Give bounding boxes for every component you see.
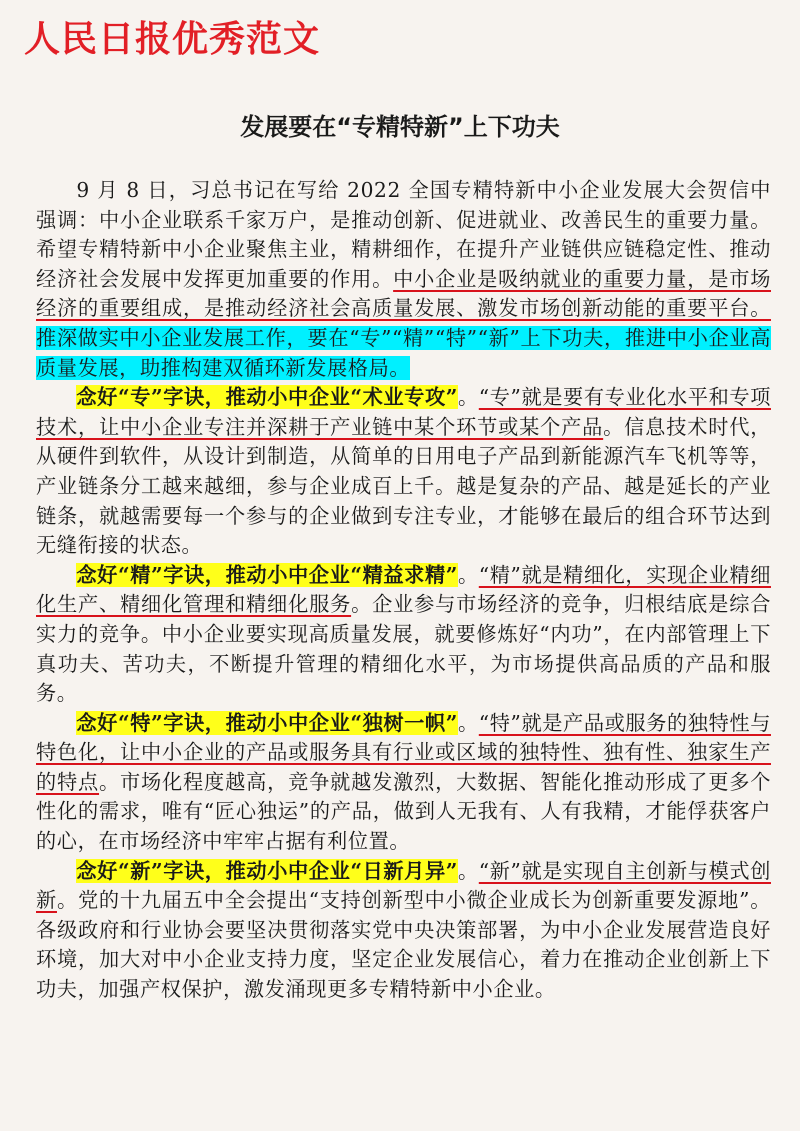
paragraph-5 [36, 857, 771, 1005]
p5-text: 。党的十九届五中全会提出“支持创新型中小微企业成长为创新重要发源地”。各级政府和行业协会要坚决贯彻落实党中央决策部署，为中小企业发展营造良好环境，加大对中小企业支持力度，坚定企业发展信心，着力在推动企业创新上下功夫，加强产权保护，激发涌现更多专精特新中小企业。 [36, 888, 771, 1002]
p3-text: 。企业参与市场经济的竞争，归根结底是综合实力的竞争。中小企业要实现高质量发展，就要修炼好“内功”，在内部管理上下真功夫、苦功夫，不断提升管理的精细化水平，为市场提供高品质的产品和服务。 [36, 592, 771, 706]
p1-cyan-highlight: 推深做实中小企业发展工作，要在“专”“精”“特”“新”上下功夫，推进中小企业高质量发展，助推构建双循环新发展格局。 [36, 325, 771, 380]
article-body [36, 176, 771, 1005]
p4-underlined-text: “特”就是产品或服务的独特性与特色化，让中小企业的产品或服务具有行业或区域的独特性、独有性、独家生产的特点 [36, 710, 771, 794]
paragraph-2 [36, 383, 771, 561]
paragraph-4 [36, 709, 771, 857]
p4-heading-highlight: 念好“特”字诀，推动小中企业“独树一帜” [76, 710, 458, 735]
article-title: 发展要在“专精特新”上下功夫 [240, 113, 560, 141]
p1-underlined-text: 中小企业是吸纳就业的重要力量，是市场经济的重要组成，是推动经济社会高质量发展、激发市场创新动能的重要平台。 [36, 266, 771, 321]
p2-text: 。信息技术时代，从硬件到软件，从设计到制造，从简单的日用电子产品到新能源汽车飞机等等，产业链条分工越来越细，参与企业成百上千。越是复杂的产品、越是延长的产业链条，就越需要每一个参与的企业做到专注专业，才能够在最后的组合环节达到无缝衔接的状态。 [36, 414, 772, 558]
p2-sep: 。 [457, 385, 479, 410]
p5-underlined-text: “新”就是实现自主创新与模式创新 [36, 858, 771, 913]
p2-heading-highlight: 念好“专”字诀，推动小中企业“术业专攻” [76, 385, 458, 410]
p4-text: 。市场化程度越高，竞争就越发激烈，大数据、智能化推动形成了更多个性化的需求，唯有“匠心独运”的产品，做到人无我有、人有我精，才能俘获客户的心，在市场经济中牢牢占据有利位置。 [36, 769, 771, 854]
p4-sep: 。 [457, 710, 479, 735]
p3-sep: 。 [457, 562, 479, 587]
p3-heading-highlight: 念好“精”字诀，推动小中企业“精益求精” [76, 562, 458, 587]
p1-intro-text: 9 月 8 日，习总书记在写给 2022 全国专精特新中小企业发展大会贺信中强调：中小企业联系千家万户，是推动创新、促进就业、改善民生的重要力量。希望专精特新中小企业聚焦主业，精耕细作，在提升产业链供应链稳定性、推动经济社会发展中发挥更加重要的作用。 [36, 178, 771, 291]
p2-underlined-text: “专”就是要有专业化水平和专项技术，让中小企业专注并深耕于产业链中某个环节或某个产品 [36, 385, 771, 439]
paragraph-3 [36, 561, 771, 709]
paragraph-1 [36, 176, 771, 383]
p5-heading-highlight: 念好“新”字诀，推动小中企业“日新月异” [76, 858, 458, 883]
p5-sep: 。 [457, 858, 479, 883]
p3-underlined-text: “精”就是精细化，实现企业精细化生产、精细化管理和精细化服务 [36, 562, 771, 617]
header-title: 人民日报优秀范文 [24, 19, 321, 60]
